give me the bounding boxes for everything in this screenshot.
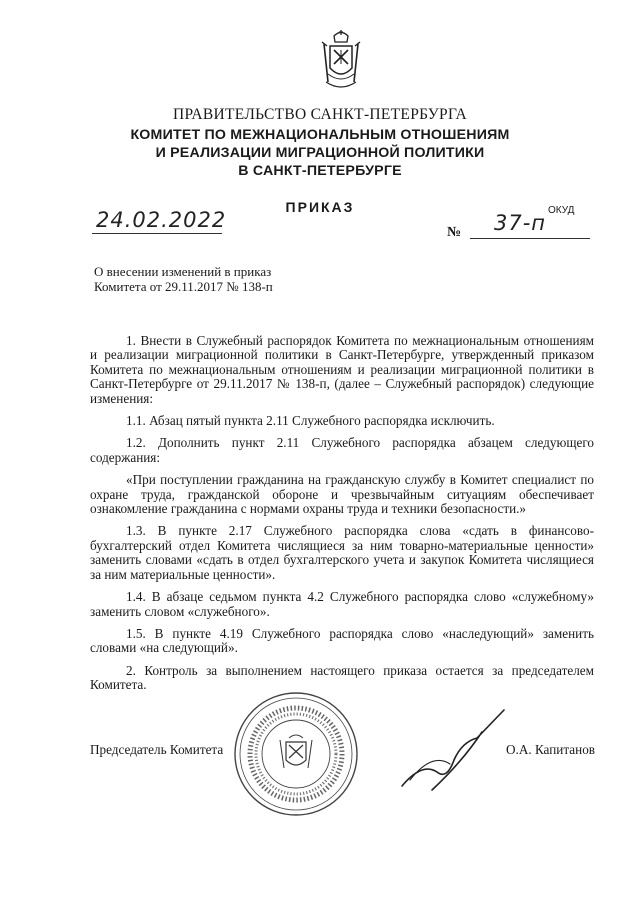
paragraph-1-2: 1.2. Дополнить пункт 2.11 Служебного распорядка абзацем следующего содержания: bbox=[90, 435, 594, 465]
paragraph-1-1: 1.1. Абзац пятый пункта 2.11 Служебного распорядка исключить. bbox=[126, 413, 495, 429]
government-name: ПРАВИТЕЛЬСТВО САНКТ-ПЕТЕРБУРГА bbox=[172, 106, 468, 123]
official-seal-stamp bbox=[232, 690, 360, 818]
number-sign: № bbox=[447, 225, 462, 240]
order-body bbox=[90, 334, 594, 693]
committee-name bbox=[0, 126, 640, 180]
order-date: 24.02.2022 bbox=[96, 208, 227, 232]
paragraph-1: 1. Внести в Служебный распорядок Комитета по межнациональным отношениям и реализации миграционной политики в Санкт-Петербурге, утвержденный приказом Комитета по межнациональным отношениям и реализации миграционной политики в Санкт-Петербурге от 29.11.2017 № 138-п, (далее – Служебный распорядок) следующие изменения: bbox=[90, 333, 594, 406]
coat-of-arms-emblem bbox=[320, 30, 362, 92]
subject-line: О внесении изменений в приказ bbox=[94, 264, 272, 279]
okud-label: ОКУД bbox=[548, 205, 575, 216]
order-title: ПРИКАЗ bbox=[285, 199, 355, 215]
committee-name-line: КОМИТЕТ ПО МЕЖНАЦИОНАЛЬНЫМ ОТНОШЕНИЯМ bbox=[130, 127, 510, 143]
subject-line: Комитета от 29.11.2017 № 138-п bbox=[94, 279, 273, 294]
paragraph-1-4: 1.4. В абзаце седьмом пункта 4.2 Служебного распорядка слово «служебному» заменить словом «служебного». bbox=[90, 589, 594, 619]
committee-name-line: В САНКТ-ПЕТЕРБУРГЕ bbox=[238, 163, 402, 179]
signatory-name: О.А. Капитанов bbox=[506, 742, 596, 757]
paragraph-1-3: 1.3. В пункте 2.17 Служебного распорядка слова «сдать в финансово-бухгалтерский отдел Комитета числящиеся за ним товарно-материальные ценности» заменить словами «сдать в отдел бухгалтерского учета и закупок Комитета числящиеся за ним материальные ценности». bbox=[90, 523, 594, 582]
paragraph-2: 2. Контроль за выполнением настоящего приказа остается за председателем Комитета. bbox=[90, 662, 594, 693]
date-underline bbox=[92, 233, 222, 234]
paragraph-quote: «При поступлении гражданина на гражданскую службу в Комитет специалист по охране труда, гражданской обороне и чрезвычайным ситуациям обеспечивает ознакомление гражданина с нормами охраны труда и техники безопасности.» bbox=[90, 472, 594, 517]
paragraph-1-5: 1.5. В пункте 4.19 Служебного распорядка слово «наследующий» заменить словами «на следующий». bbox=[90, 625, 594, 656]
committee-name-line: И РЕАЛИЗАЦИИ МИГРАЦИОННОЙ ПОЛИТИКИ bbox=[155, 145, 485, 161]
order-subject bbox=[94, 264, 344, 294]
handwritten-signature bbox=[392, 702, 512, 794]
number-underline bbox=[470, 238, 590, 239]
signatory-title: Председатель Комитета bbox=[90, 742, 224, 757]
order-number: 37-п bbox=[494, 211, 547, 235]
